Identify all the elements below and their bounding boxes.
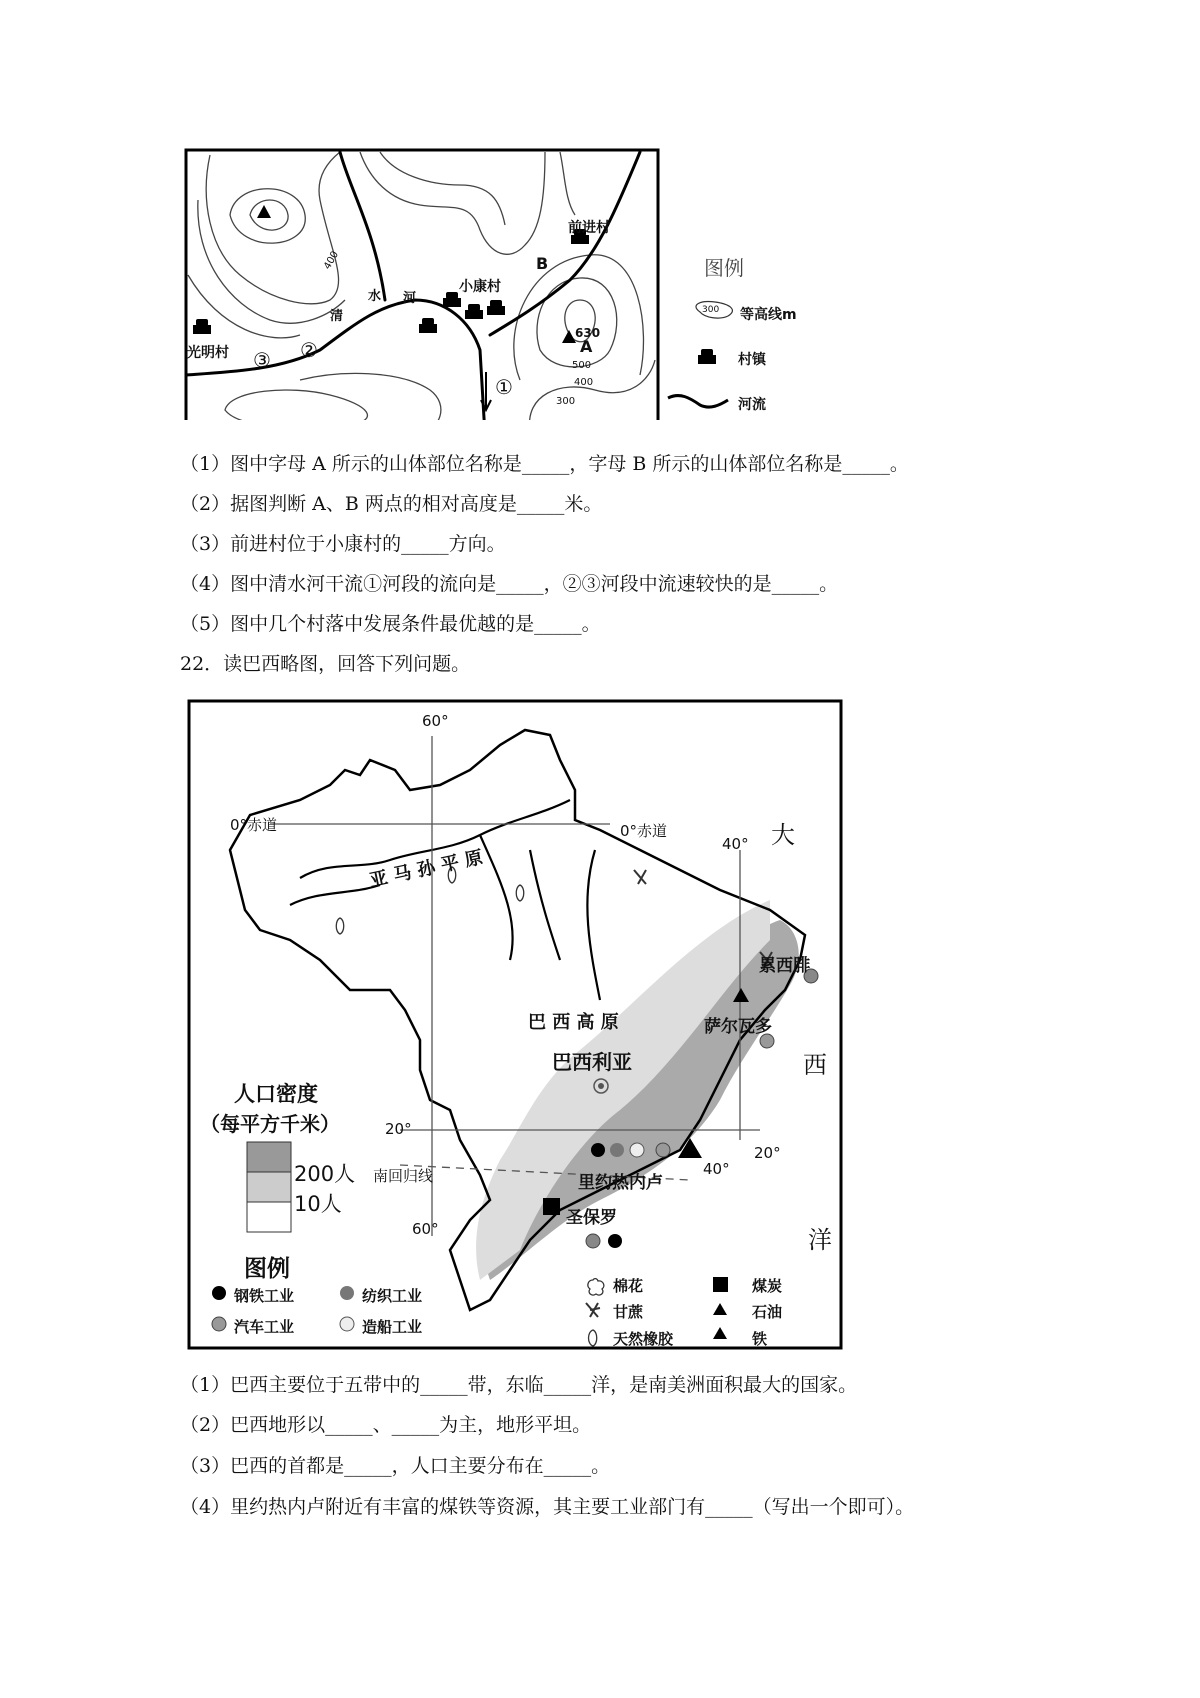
legend-steel-icon <box>212 1286 226 1300</box>
river-char-2: 水 <box>368 289 382 304</box>
legend-village: 村镇 <box>738 352 766 368</box>
legend-oil-icon <box>713 1303 727 1315</box>
amazon-label: 亚 马 孙 平 原 <box>367 846 485 892</box>
q21-item-4: （4）图中清水河干流①河段的流向是_____，②③河段中流速较快的是_____。 <box>180 573 839 595</box>
q22-title: 22．读巴西略图，回答下列问题。 <box>180 653 471 675</box>
village-qianjin: 前进村 <box>568 220 610 236</box>
legend-coal-icon <box>713 1277 728 1292</box>
legend-cane-icon <box>586 1303 600 1317</box>
contour-label-500: 500 <box>572 360 592 371</box>
rubber-icon-3 <box>336 918 344 934</box>
legend-cane: 甘蔗 <box>613 1303 644 1321</box>
map1-legend-title: 图例 <box>704 256 744 280</box>
legend-river: 河流 <box>738 397 766 413</box>
legend-cotton: 棉花 <box>613 1277 644 1295</box>
lat20-left: 20° <box>385 1120 412 1138</box>
contour-label-300: 300 <box>556 396 576 407</box>
tropic-label: 南回归线 <box>373 1167 434 1185</box>
ship-icon <box>630 1143 644 1157</box>
ocean-char-3: 洋 <box>808 1226 832 1254</box>
contour-label-400b: 400 <box>574 377 594 388</box>
legend-ship: 造船工业 <box>362 1318 423 1336</box>
legend-textile: 纺织工业 <box>362 1287 423 1305</box>
city-salvador: 萨尔瓦多 <box>704 1017 772 1037</box>
city-saopaulo: 圣保罗 <box>566 1208 617 1228</box>
q21-item-3: （3）前进村位于小康村的_____方向。 <box>180 533 506 555</box>
legend-ship-icon <box>340 1317 354 1331</box>
lon60-bottom: 60° <box>412 1220 439 1238</box>
legend-auto: 汽车工业 <box>234 1318 295 1336</box>
lon40-bottom: 40° <box>703 1160 730 1178</box>
legend-rubber-icon <box>589 1330 597 1346</box>
river-char-1: 清 <box>330 309 344 324</box>
legend-cotton-icon <box>588 1279 604 1295</box>
steel-icon <box>591 1143 605 1157</box>
city-brasilia: 巴西利亚 <box>552 1050 632 1074</box>
rubber-icon-2 <box>516 885 524 901</box>
ocean-char-1: 大 <box>771 821 795 849</box>
lon60-top: 60° <box>422 712 449 730</box>
village-xiaokang: 小康村 <box>459 279 501 295</box>
river-char-3: 河 <box>403 291 417 306</box>
density-title: 人口密度 <box>234 1082 318 1106</box>
legend-oil: 石油 <box>752 1303 783 1321</box>
textile-icon <box>610 1143 624 1157</box>
legend-steel: 钢铁工业 <box>234 1287 295 1305</box>
marker-2: ② <box>300 338 318 362</box>
city-recife: 累西腓 <box>759 956 810 976</box>
legend-rubber: 天然橡胶 <box>613 1330 674 1348</box>
village-guangming: 光明村 <box>187 345 229 361</box>
peak-value: 630 <box>575 326 601 340</box>
legend-iron-icon <box>713 1327 727 1339</box>
q21-item-5: （5）图中几个村落中发展条件最优越的是_____。 <box>180 613 601 635</box>
marker-1: ① <box>495 375 513 399</box>
equator-right: 0°赤道 <box>620 822 668 840</box>
marker-3: ③ <box>253 348 271 372</box>
point-b: B <box>536 254 549 273</box>
auto-icon <box>586 1234 600 1248</box>
legend-contour-sample: 300 <box>702 305 720 315</box>
legend-iron: 铁 <box>752 1330 768 1348</box>
ocean-char-2: 西 <box>803 1051 827 1079</box>
lon40-top: 40° <box>722 835 749 853</box>
legend-textile-icon <box>340 1286 354 1300</box>
point-a: A <box>580 337 593 356</box>
q21-item-2: （2）据图判断 A、B 两点的相对高度是_____米。 <box>180 493 603 515</box>
textile-icon-2 <box>656 1143 670 1157</box>
density-swatch-low <box>247 1202 291 1232</box>
plateau-label: 巴 西 高 原 <box>528 1012 619 1033</box>
legend-auto-icon <box>212 1317 226 1331</box>
coal-icon <box>543 1198 560 1215</box>
equator-left: 0°赤道 <box>230 816 278 834</box>
density-200: 200人 <box>294 1162 356 1186</box>
legend-contour: 等高线m <box>740 307 797 323</box>
q22-item-1: （1）巴西主要位于五带中的_____带，东临_____洋，是南美洲面积最大的国家。 <box>180 1374 858 1396</box>
contour-label-400a: 400 <box>322 249 342 272</box>
density-swatch-mid <box>247 1172 291 1202</box>
city-rio: 里约热内卢 <box>578 1173 663 1193</box>
legend-coal: 煤炭 <box>752 1277 783 1295</box>
q22-item-3: （3）巴西的首都是_____，人口主要分布在_____。 <box>180 1455 611 1477</box>
amazon-river <box>290 800 600 1000</box>
q22-item-4: （4）里约热内卢附近有丰富的煤铁等资源，其主要工业部门有_____（写出一个即可）。 <box>180 1496 915 1518</box>
density-10: 10人 <box>294 1192 342 1216</box>
q22-item-2: （2）巴西地形以_____、_____为主，地形平坦。 <box>180 1414 592 1436</box>
steel-icon-2 <box>608 1234 622 1248</box>
q21-item-1: （1）图中字母 A 所示的山体部位名称是_____，字母 B 所示的山体部位名称是_____。 <box>180 453 909 475</box>
density-swatch-high <box>247 1142 291 1172</box>
lat20-right: 20° <box>754 1144 781 1162</box>
density-subtitle: （每平方千米） <box>200 1112 340 1136</box>
cane-icon-1 <box>634 870 646 884</box>
map2-legend-title: 图例 <box>244 1256 290 1282</box>
density-mid-area <box>476 900 770 1280</box>
